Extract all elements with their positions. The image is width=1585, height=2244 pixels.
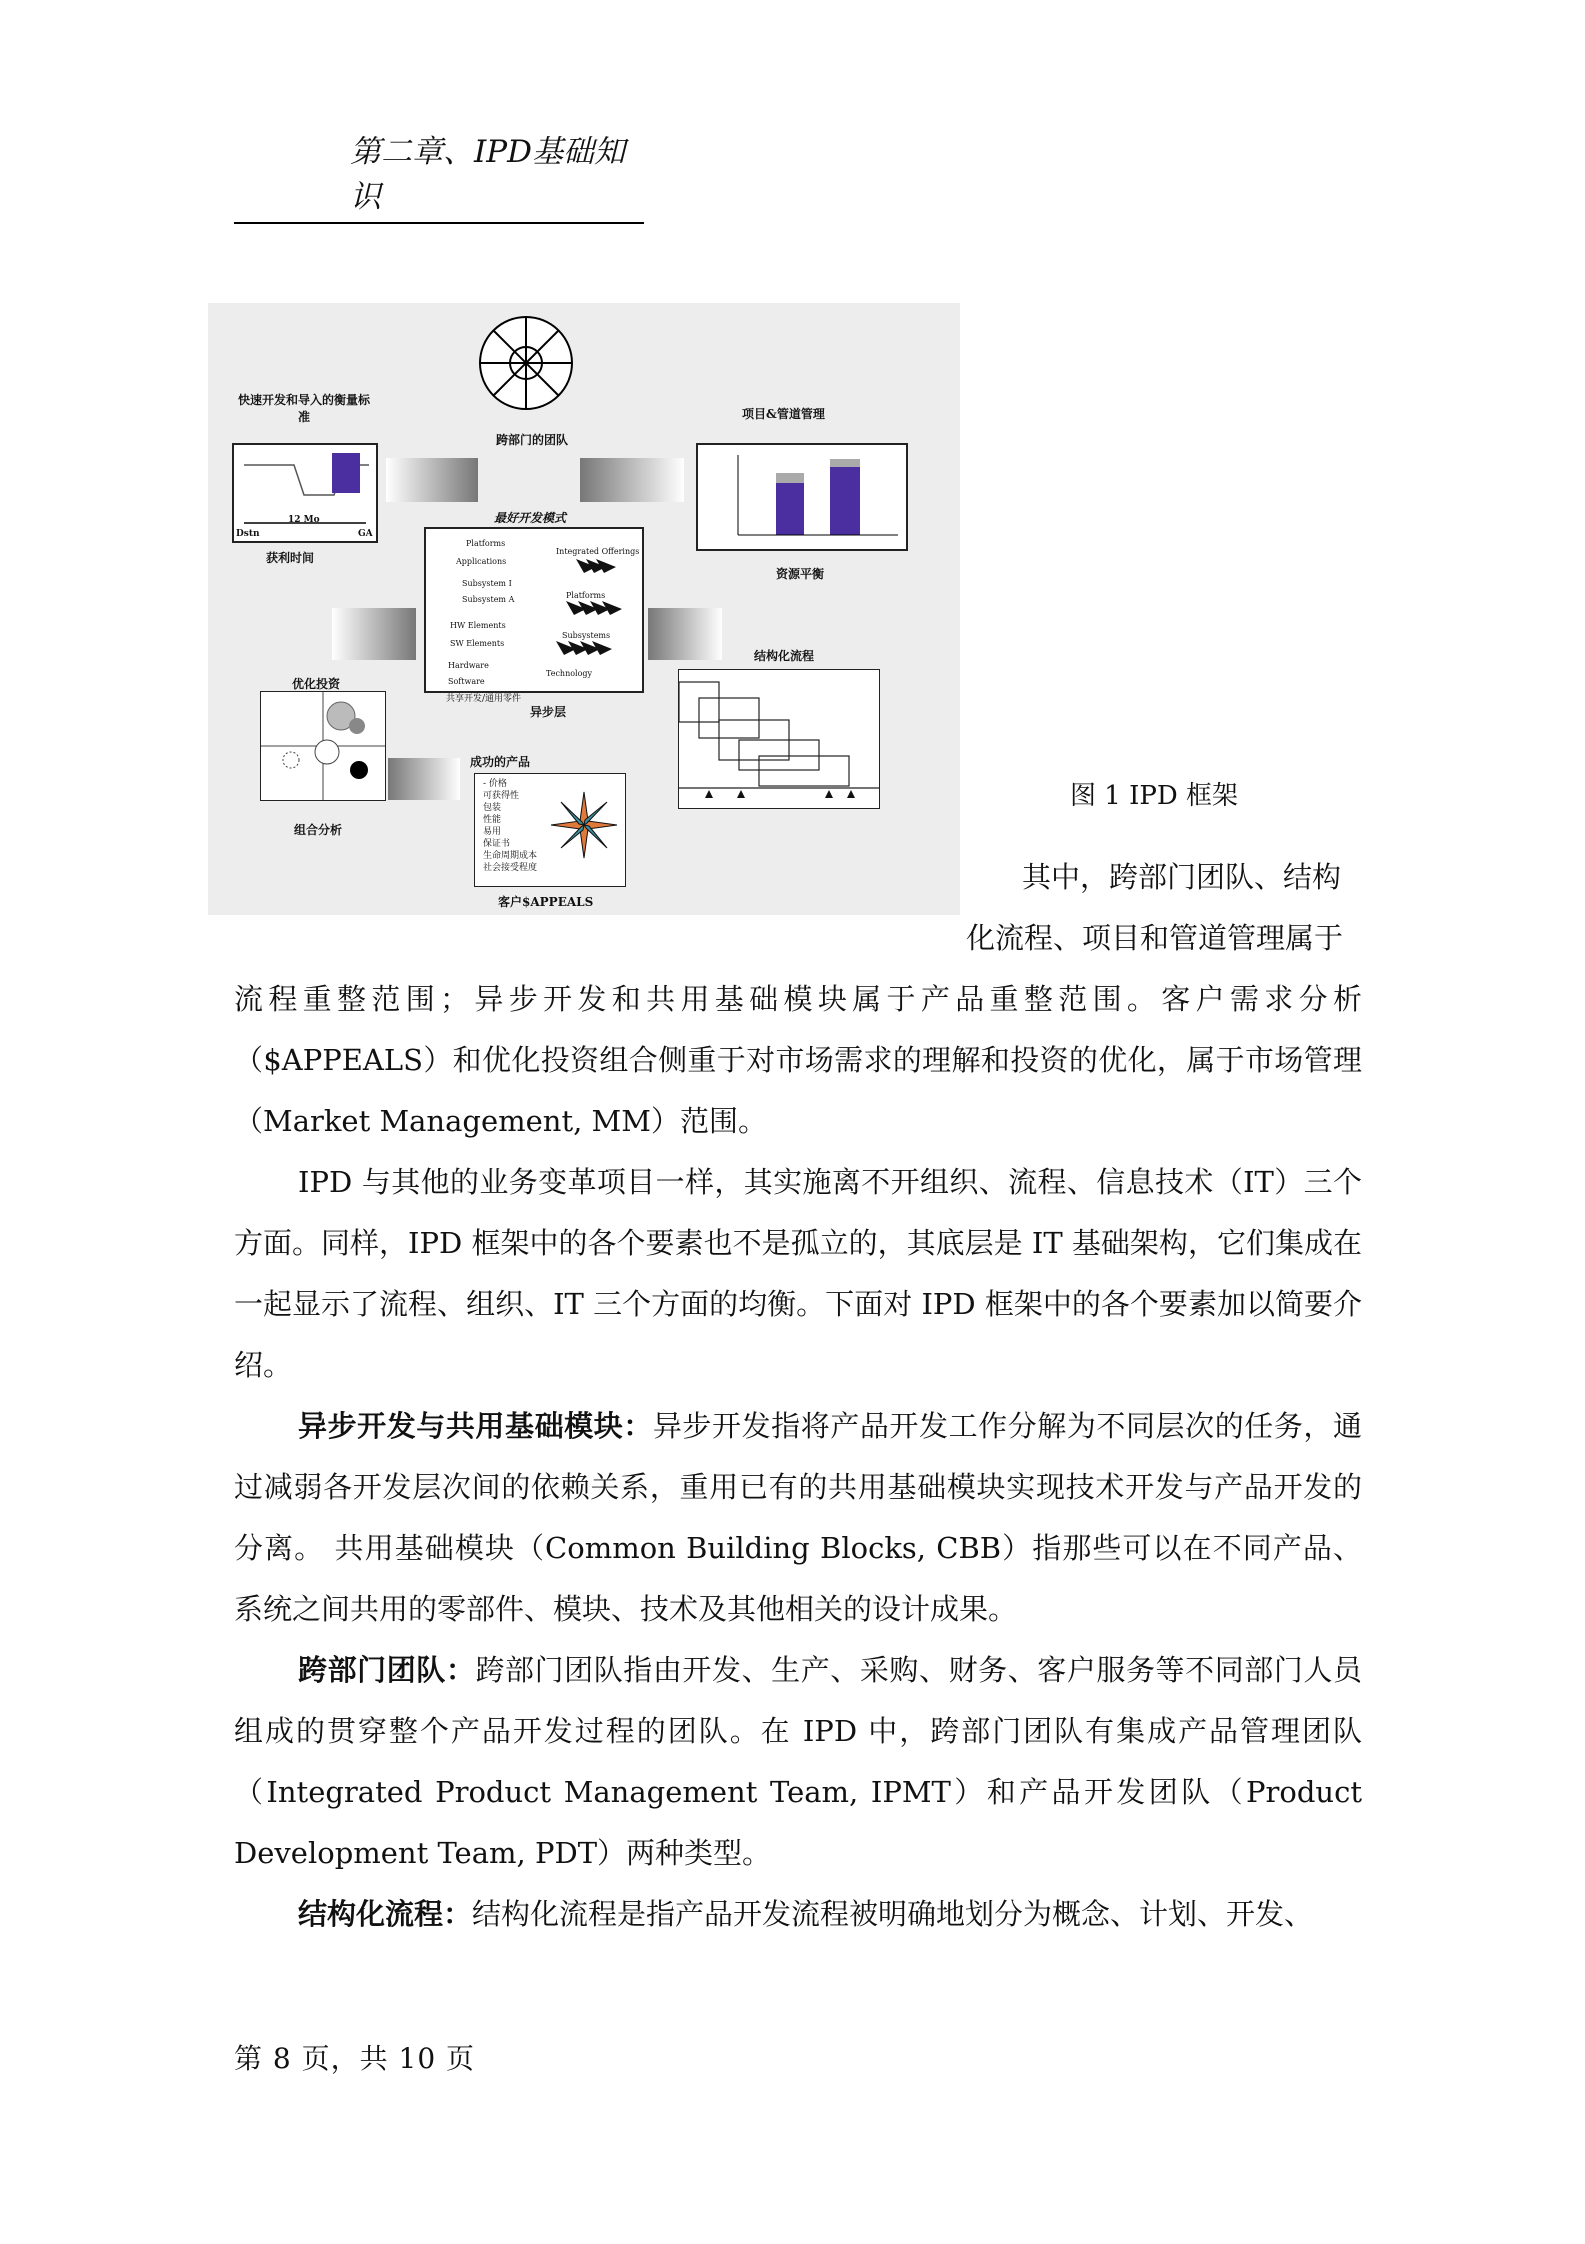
successful-product-label: 成功的产品 (470, 755, 531, 769)
paragraph-2: IPD 与其他的业务变革项目一样，其实施离不开组织、流程、信息技术（IT）三个方面。同样，IPD 框架中的各个要素也不是孤立的，其底层是 IT 基础架构，它们集成在一起显示了流程、组织、IT 三个方面的均衡。下面对 IPD 框架中的各个要素加以简要介绍。 (234, 1165, 1362, 1382)
layer-1: Platforms (466, 539, 506, 548)
chapter-title: 第二章、IPD基础知识 (350, 134, 625, 215)
project-pipeline-label: 项目&管道管理 (742, 407, 825, 421)
layer-5: HW Elements (450, 621, 506, 630)
wrap-line-1: 其中，跨部门团队、结构 (1022, 860, 1342, 894)
connector-bottom (388, 758, 460, 800)
appeal-item: - 价格 (483, 779, 507, 789)
layer-2: Applications (456, 557, 507, 566)
paragraph-5-title: 结构化流程： (298, 1897, 473, 1931)
paragraph-5-text: 结构化流程是指产品开发流程被明确地划分为概念、计划、开发、 (472, 1897, 1314, 1931)
appeal-item: 性能 (483, 815, 502, 825)
layer-8: Software (448, 677, 485, 686)
right-layer-3: Subsystems (562, 631, 611, 640)
customer-label: 客户$APPEALS (498, 895, 594, 909)
right-layer-4: Technology (546, 669, 593, 678)
appeal-item: 生命周期成本 (483, 851, 538, 861)
shared-cbb-label: 共享开发/通用零件 (446, 694, 522, 704)
ga-label: GA (358, 529, 373, 539)
paragraph-3-title: 异步开发与共用基础模块： (298, 1409, 653, 1443)
paragraph-4 (234, 1640, 1362, 1884)
async-layer-label: 异步层 (530, 705, 567, 719)
figure-caption: 图 1 IPD 框架 (1070, 781, 1238, 811)
wrap-line-2: 化流程、项目和管道管理属于 (966, 921, 1344, 955)
layer-7: Hardware (448, 661, 489, 670)
appeal-item: 易用 (483, 827, 502, 837)
connector-right-mid (648, 608, 722, 660)
layer-4: Subsystem A (462, 595, 515, 604)
mo12-label: 12 Mo (288, 515, 320, 525)
appeal-item: 包装 (483, 803, 502, 813)
page-footer: 第 8 页，共 10 页 (234, 2042, 476, 2075)
structured-flow-label: 结构化流程 (754, 649, 815, 663)
cross-team-label: 跨部门的团队 (496, 433, 569, 447)
connector-left-mid (332, 608, 416, 660)
right-layer-1: Integrated Offerings (556, 547, 640, 556)
portfolio-matrix (260, 691, 386, 801)
appeals-box (474, 773, 626, 887)
paragraph-4-title: 跨部门团队： (298, 1653, 476, 1687)
layer-3: Subsystem I (462, 579, 512, 588)
appeals-list (483, 778, 553, 874)
appeal-item: 可获得性 (483, 791, 520, 801)
paragraph-4-text: 跨部门团队指由开发、生产、采购、财务、客户服务等不同部门人员组成的贯穿整个产品开发过程的团队。在 IPD 中，跨部门团队有集成产品管理团队（Integrated Product Management Team, IPMT）和产品开发团队（Product Development Team, PDT）两种类型。 (234, 1653, 1362, 1870)
appeals-star-icon (549, 790, 619, 860)
optimize-invest-label: 优化投资 (292, 677, 341, 691)
best-dev-label: 最好开发模式 (494, 511, 567, 525)
ipd-framework-figure (208, 303, 960, 915)
dstn-label: Dstn (236, 529, 260, 539)
paragraph-1: 流程重整范围；异步开发和共用基础模块属于产品重整范围。客户需求分析（$APPEALS）和优化投资组合侧重于对市场需求的理解和投资的优化，属于市场管理（Market Management, MM）范围。 (234, 982, 1362, 1138)
team-wheel-icon (476, 313, 576, 413)
fast-dev-label: 快速开发和导入的衡量标准 (237, 393, 370, 424)
paragraph-5 (234, 1884, 1362, 1945)
appeal-item: 社会接受程度 (483, 863, 538, 873)
resource-chart (696, 443, 908, 551)
async-dev-diagram (424, 527, 644, 693)
timing-chart (232, 443, 378, 543)
portfolio-label: 组合分析 (294, 823, 343, 837)
profit-time-label: 获利时间 (266, 551, 315, 565)
right-layer-2: Platforms (566, 591, 606, 600)
layer-6: SW Elements (450, 639, 505, 648)
paragraph-3 (234, 1396, 1362, 1640)
resource-balance-label: 资源平衡 (776, 567, 825, 581)
gantt-chart (678, 669, 880, 809)
connector-right-top (580, 458, 684, 502)
paragraph-3-text: 异步开发指将产品开发工作分解为不同层次的任务，通过减弱各开发层次间的依赖关系，重用已有的共用基础模块实现技术开发与产品开发的分离。 共用基础模块（Common Building Blocks, CBB）指那些可以在不同产品、系统之间共用的零部件、模块、技术及其他相关的设计成果。 (234, 1409, 1362, 1626)
chapter-header (234, 134, 644, 224)
connector-left-top (386, 458, 478, 502)
appeal-item: 保证书 (483, 839, 511, 849)
